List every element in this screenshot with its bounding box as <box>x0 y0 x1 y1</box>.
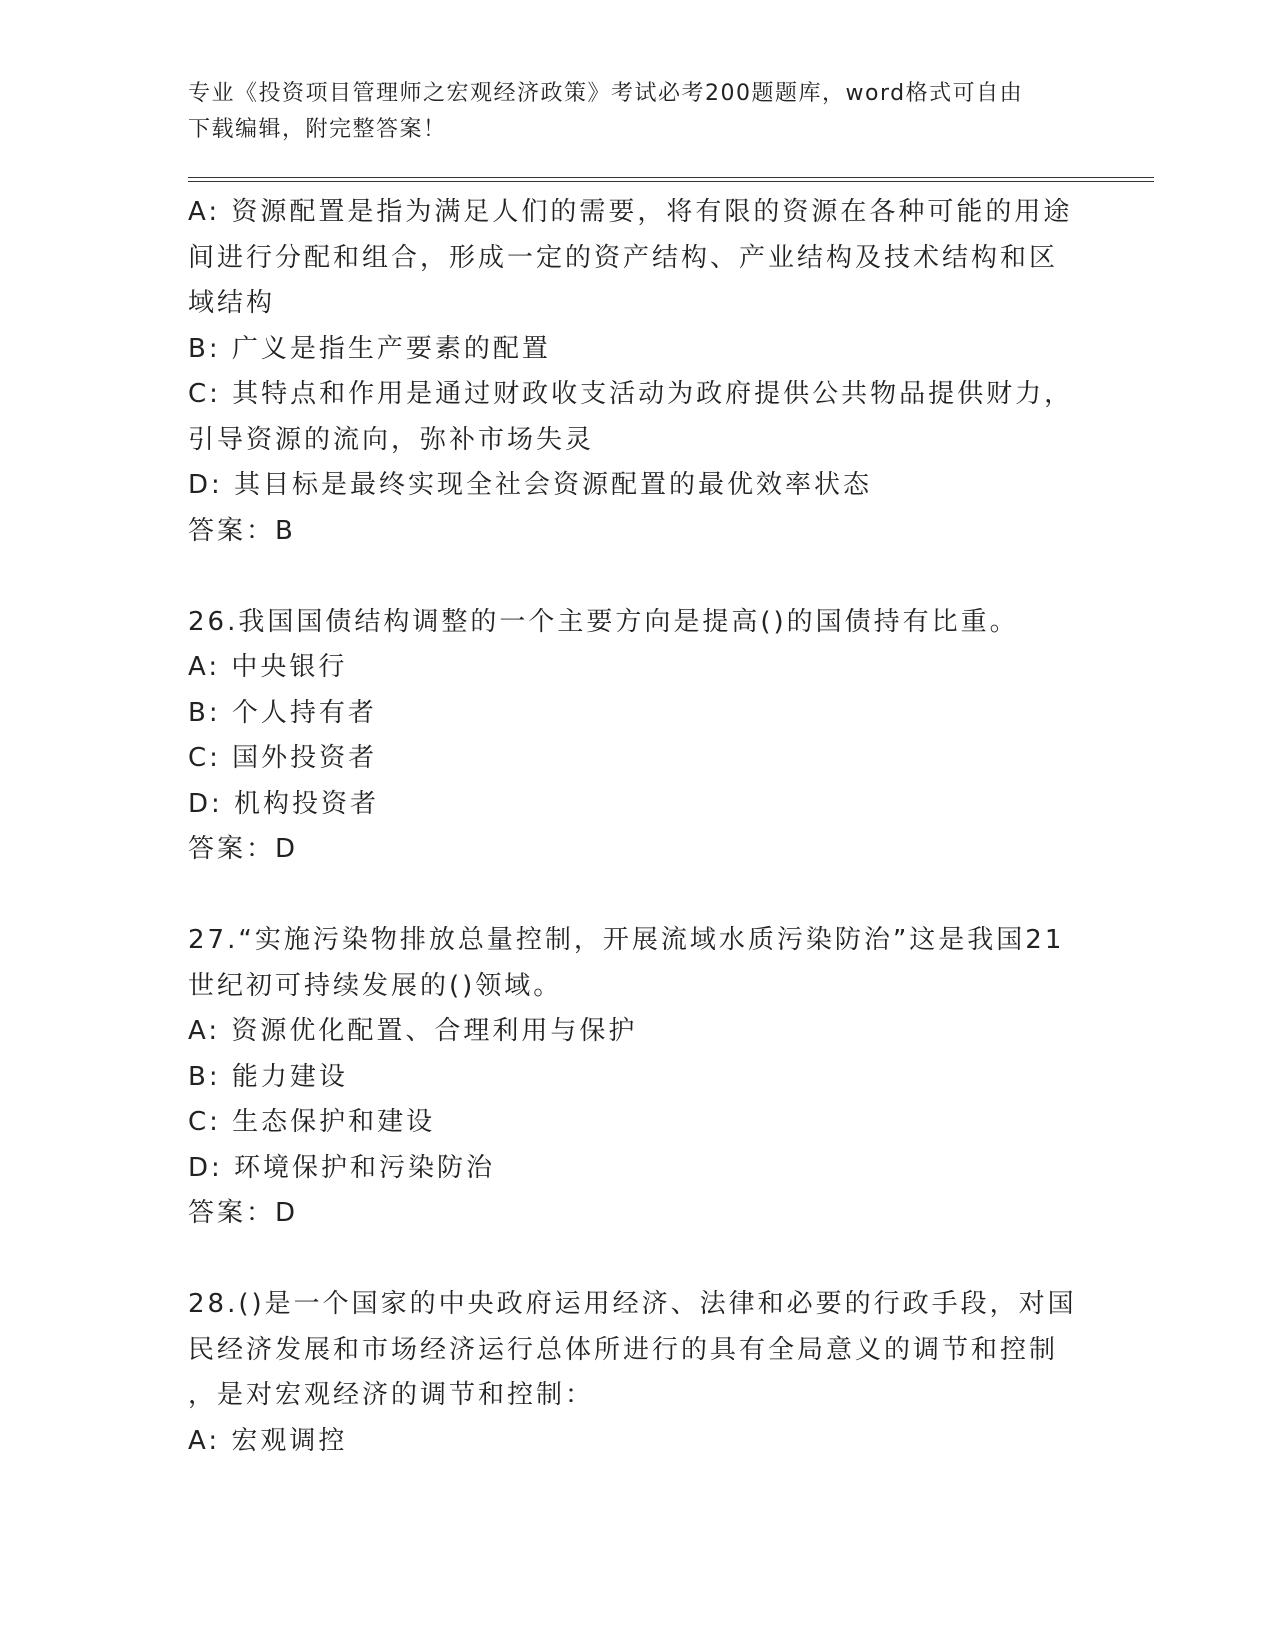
text-line: C: 国外投资者 <box>188 743 378 773</box>
block-spacer <box>188 554 1088 600</box>
text-line: A: 宏观调控 <box>188 1425 348 1456</box>
text-line: 27.“实施污染物排放总量控制，开展流域水质污染防治”这是我国21 <box>188 925 1065 955</box>
text-line: 28.()是一个国家的中央政府运用经济、法律和必要的行政手段，对国 <box>188 1289 1077 1319</box>
text-line: 域结构 <box>188 288 276 318</box>
answer-line: 答案：B <box>188 515 296 546</box>
text-line: D: 环境保护和污染防治 <box>188 1152 496 1183</box>
text-line: D: 机构投资者 <box>188 788 380 819</box>
answer-line: 答案：D <box>188 834 299 864</box>
page-header <box>188 76 1088 148</box>
text-line: 世纪初可持续发展的()领域。 <box>188 970 563 1001</box>
text-line: A: 资源优化配置、合理利用与保护 <box>188 1016 638 1046</box>
text-line: ，是对宏观经济的调节和控制： <box>188 1380 595 1410</box>
text-line: C: 其特点和作用是通过财政收支活动为政府提供公共物品提供财力， <box>188 379 1074 409</box>
text-line: 间进行分配和组合，形成一定的资产结构、产业结构及技术结构和区 <box>188 242 1059 273</box>
text-line: 民经济发展和市场经济运行总体所进行的具有全局意义的调节和控制 <box>188 1334 1059 1365</box>
text-line: 引导资源的流向，弥补市场失灵 <box>188 424 595 455</box>
block-spacer <box>188 873 1088 919</box>
text-line: D: 其目标是最终实现全社会资源配置的最优效率状态 <box>188 470 873 500</box>
text-line: B: 个人持有者 <box>188 697 377 728</box>
header-double-rule <box>188 177 1154 182</box>
text-line: A: 资源配置是指为满足人们的需要，将有限的资源在各种可能的用途 <box>188 197 1073 227</box>
answer-line: 答案：D <box>188 1198 299 1228</box>
text-line: B: 广义是指生产要素的配置 <box>188 333 551 364</box>
text-line: A: 中央银行 <box>188 652 348 682</box>
text-line: 26.我国国债结构调整的一个主要方向是提高()的国债持有比重。 <box>188 606 1019 637</box>
header-line-2: 下载编辑，附完整答案！ <box>188 117 447 142</box>
question-content <box>188 190 1088 1464</box>
text-line: B: 能力建设 <box>188 1061 348 1092</box>
block-spacer <box>188 1237 1088 1283</box>
text-line: C: 生态保护和建设 <box>188 1107 436 1137</box>
header-line-1: 专业《投资项目管理师之宏观经济政策》考试必考200题题库，word格式可自由 <box>188 81 1024 106</box>
